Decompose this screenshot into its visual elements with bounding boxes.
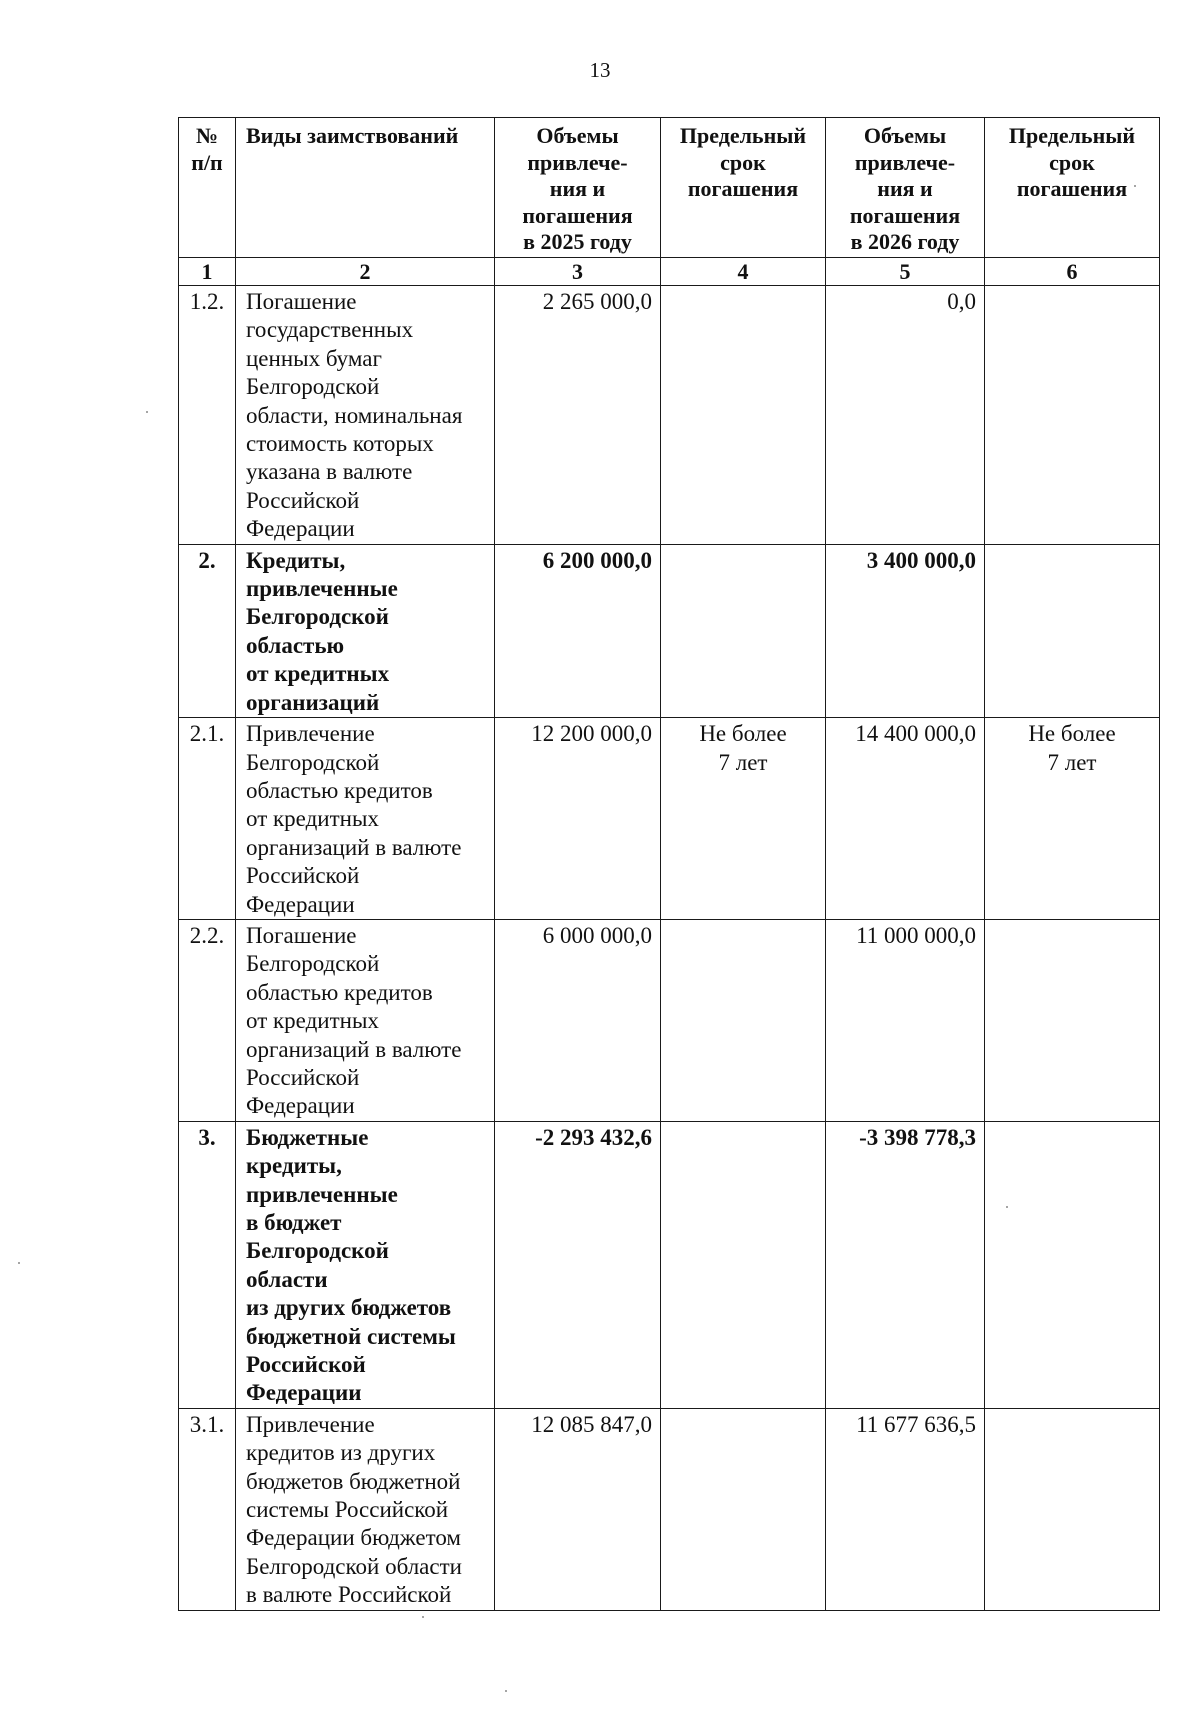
row-volume-2025: -2 293 432,6 <box>495 1121 661 1408</box>
row-term-2026 <box>985 544 1160 717</box>
row-volume-2025: 12 200 000,0 <box>495 718 661 920</box>
borrowings-table <box>178 117 1160 1611</box>
page-number: 13 <box>589 58 611 82</box>
table-row <box>179 919 1160 1121</box>
row-term-2025: Не более 7 лет <box>661 718 826 920</box>
row-description: Бюджетные кредиты, привлеченные в бюджет Белгородской области из других бюджетов бюджетной системы Российской Федерации <box>236 1121 495 1408</box>
column-number: 3 <box>495 258 661 286</box>
row-term-2026 <box>985 286 1160 545</box>
table-row <box>179 718 1160 920</box>
row-number: 3. <box>179 1121 236 1408</box>
column-number: 4 <box>661 258 826 286</box>
header-borrowing-type: Виды заимствований <box>236 118 495 258</box>
header-volume-2026: Объемы привлече- ния и погашения в 2026 году <box>826 118 985 258</box>
row-number: 2.1. <box>179 718 236 920</box>
scan-speck <box>146 411 148 413</box>
row-description: Кредиты, привлеченные Белгородской областью от кредитных организаций <box>236 544 495 717</box>
row-volume-2025: 6 200 000,0 <box>495 544 661 717</box>
row-volume-2026: 3 400 000,0 <box>826 544 985 717</box>
row-number: 2. <box>179 544 236 717</box>
row-number: 2.2. <box>179 919 236 1121</box>
scan-speck <box>505 1690 507 1692</box>
row-term-2025 <box>661 1408 826 1610</box>
scan-speck <box>18 1262 20 1264</box>
scan-speck <box>1006 1206 1008 1208</box>
header-row <box>179 118 1160 258</box>
row-term-2026 <box>985 1121 1160 1408</box>
row-description: Погашение государственных ценных бумаг Белгородской области, номинальная стоимость которых указана в валюте Российской Федерации <box>236 286 495 545</box>
table-row <box>179 1408 1160 1610</box>
row-number: 3.1. <box>179 1408 236 1610</box>
row-term-2025 <box>661 286 826 545</box>
row-description: Привлечение кредитов из других бюджетов бюджетной системы Российской Федерации бюджетом Белгородской области в валюте Российской <box>236 1408 495 1610</box>
table-row <box>179 544 1160 717</box>
row-volume-2025: 12 085 847,0 <box>495 1408 661 1610</box>
row-volume-2026: -3 398 778,3 <box>826 1121 985 1408</box>
table-row <box>179 286 1160 545</box>
row-term-2026: Не более 7 лет <box>985 718 1160 920</box>
column-number: 5 <box>826 258 985 286</box>
column-number: 1 <box>179 258 236 286</box>
row-volume-2026: 11 677 636,5 <box>826 1408 985 1610</box>
row-number: 1.2. <box>179 286 236 545</box>
column-number: 6 <box>985 258 1160 286</box>
row-term-2025 <box>661 919 826 1121</box>
row-volume-2026: 11 000 000,0 <box>826 919 985 1121</box>
row-volume-2026: 0,0 <box>826 286 985 545</box>
scan-speck <box>422 1616 424 1618</box>
row-description: Привлечение Белгородской областью кредитов от кредитных организаций в валюте Российской Федерации <box>236 718 495 920</box>
header-term-2026: Предельный срок погашения <box>985 118 1160 258</box>
row-volume-2025: 2 265 000,0 <box>495 286 661 545</box>
header-volume-2025: Объемы привлече- ния и погашения в 2025 году <box>495 118 661 258</box>
column-number-row <box>179 258 1160 286</box>
row-volume-2026: 14 400 000,0 <box>826 718 985 920</box>
row-description: Погашение Белгородской областью кредитов от кредитных организаций в валюте Российской Федерации <box>236 919 495 1121</box>
scan-speck <box>1134 185 1136 187</box>
row-term-2025 <box>661 544 826 717</box>
row-term-2026 <box>985 919 1160 1121</box>
header-term-2025: Предельный срок погашения <box>661 118 826 258</box>
row-term-2026 <box>985 1408 1160 1610</box>
table-row <box>179 1121 1160 1408</box>
column-number: 2 <box>236 258 495 286</box>
header-num: № п/п <box>179 118 236 258</box>
row-volume-2025: 6 000 000,0 <box>495 919 661 1121</box>
row-term-2025 <box>661 1121 826 1408</box>
